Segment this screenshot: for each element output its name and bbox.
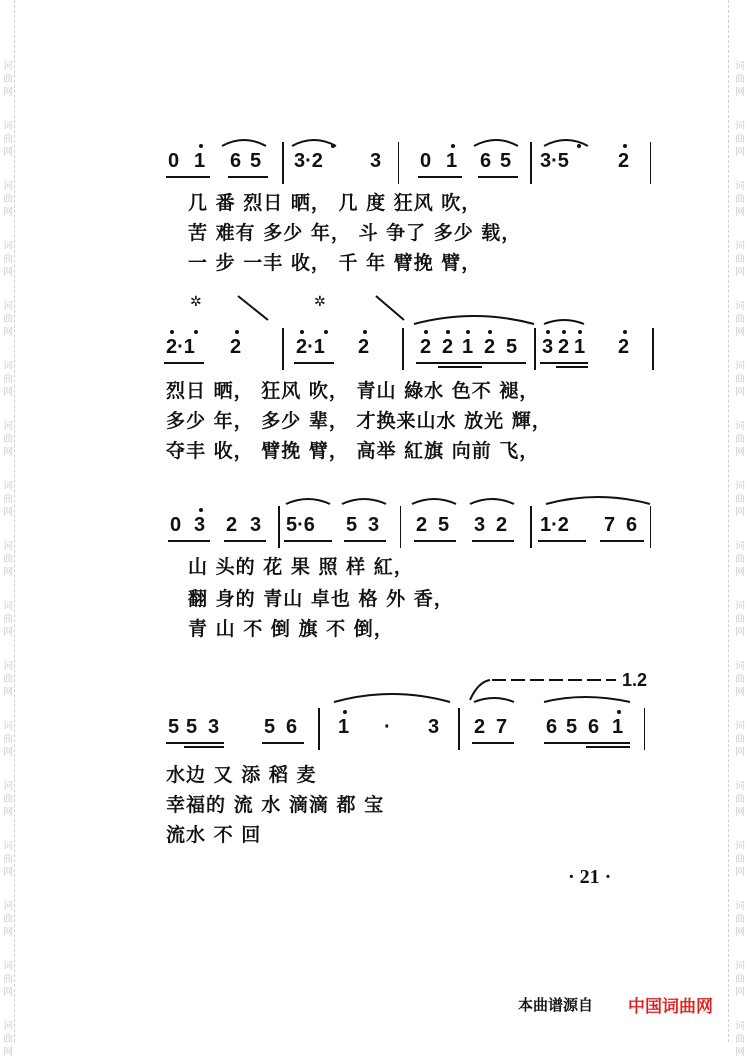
note: 3·5 bbox=[540, 150, 569, 172]
octave-dot bbox=[577, 144, 581, 148]
watermark-text: 词 曲 网 bbox=[735, 781, 745, 818]
watermark-text: 词 曲 网 bbox=[735, 661, 745, 698]
octave-dot bbox=[331, 144, 335, 148]
lyric-line: 多少 年， 多少 辈， 才换来山水 放光 輝， bbox=[166, 410, 552, 432]
watermark-text: 词 曲 网 bbox=[735, 61, 745, 98]
rhythm-underline bbox=[166, 742, 224, 744]
watermark-text: 词 曲 网 bbox=[3, 781, 13, 818]
lyric-line: 烈日 晒， 狂风 吹， 青山 綠水 色不 褪， bbox=[166, 380, 540, 402]
note: 2 bbox=[226, 514, 238, 536]
slur-marks bbox=[0, 668, 749, 848]
note: 5 bbox=[250, 150, 262, 172]
watermark-text: 词 曲 网 bbox=[735, 721, 745, 758]
note: 1 bbox=[194, 150, 206, 172]
note: 5 bbox=[186, 716, 198, 738]
rhythm-underline bbox=[438, 366, 482, 368]
octave-dot bbox=[623, 330, 627, 334]
note: 3 bbox=[194, 514, 206, 536]
watermark-text: 词 曲 网 bbox=[3, 61, 13, 98]
ending-label: 1.2 bbox=[622, 670, 648, 690]
watermark-text: 词 曲 网 bbox=[3, 421, 13, 458]
watermark-text: 词 曲 网 bbox=[3, 1021, 13, 1058]
note: 2 bbox=[496, 514, 508, 536]
octave-dot bbox=[466, 330, 470, 334]
note: 2 bbox=[416, 514, 428, 536]
rhythm-underline bbox=[164, 362, 204, 364]
note: 2 bbox=[558, 336, 570, 358]
bar-line bbox=[398, 142, 399, 184]
lyric-line: 幸福的 流 水 滴滴 都 宝 bbox=[166, 794, 385, 816]
score-system-3 bbox=[0, 492, 749, 642]
lyric-line: 苦 难有 多少 年， 斗 争了 多少 载， bbox=[188, 222, 522, 244]
rhythm-underline bbox=[556, 366, 588, 368]
note: 1 bbox=[446, 150, 458, 172]
octave-dot bbox=[451, 144, 455, 148]
watermark-text: 词 曲 网 bbox=[3, 301, 13, 338]
rhythm-underline bbox=[344, 540, 386, 542]
note: 5 bbox=[500, 150, 512, 172]
rhythm-underline bbox=[184, 746, 224, 748]
lyric-line: 水边 又 添 稻 麦 bbox=[166, 764, 317, 786]
rhythm-underline bbox=[166, 176, 210, 178]
note: 2·1 bbox=[166, 336, 195, 358]
score-system-2 bbox=[0, 290, 749, 470]
note: 6 bbox=[230, 150, 242, 172]
watermark-text: 词 曲 网 bbox=[735, 181, 745, 218]
watermark-text: 词 曲 网 bbox=[3, 841, 13, 878]
octave-dot bbox=[578, 330, 582, 334]
bar-line bbox=[458, 708, 460, 750]
note: 1 bbox=[574, 336, 586, 358]
page-number: · 21 · bbox=[568, 866, 612, 888]
source-label: 本曲谱源自 bbox=[518, 996, 594, 1014]
rhythm-underline bbox=[586, 746, 630, 748]
watermark-text: 词 曲 网 bbox=[735, 301, 745, 338]
watermark-text: 词 曲 网 bbox=[3, 361, 13, 398]
watermark-text: 词 曲 网 bbox=[3, 961, 13, 998]
watermark-text: 词 曲 网 bbox=[3, 901, 13, 938]
lyric-line: 山 头的 花 果 照 样 紅， bbox=[188, 556, 414, 578]
rhythm-underline bbox=[538, 540, 586, 542]
watermark-text: 词 曲 网 bbox=[735, 961, 745, 998]
note: 1·2 bbox=[540, 514, 569, 536]
note: 0 bbox=[168, 150, 180, 172]
watermark-text: 词 曲 网 bbox=[735, 901, 745, 938]
watermark-text: 词 曲 网 bbox=[3, 241, 13, 278]
octave-dot bbox=[446, 330, 450, 334]
watermark-text: 词 曲 网 bbox=[735, 421, 745, 458]
note: 3 bbox=[208, 716, 220, 738]
source-site-link[interactable]: 中国词曲网 bbox=[628, 997, 713, 1017]
note: 6 bbox=[286, 716, 298, 738]
rhythm-underline bbox=[600, 540, 644, 542]
watermark-text: 词 曲 网 bbox=[3, 181, 13, 218]
bar-line bbox=[534, 328, 536, 370]
note: 2·1 bbox=[296, 336, 325, 358]
note: 6 bbox=[588, 716, 600, 738]
octave-dot bbox=[488, 330, 492, 334]
watermark-text: 词 曲 网 bbox=[735, 361, 745, 398]
watermark-text: 词 曲 网 bbox=[735, 541, 745, 578]
bar-line bbox=[650, 506, 651, 548]
octave-dot bbox=[617, 710, 621, 714]
octave-dot bbox=[562, 330, 566, 334]
watermark-text: 词 曲 网 bbox=[735, 121, 745, 158]
octave-dot bbox=[199, 508, 203, 512]
watermark-text: 词 曲 网 bbox=[735, 241, 745, 278]
lyric-line: 几 番 烈日 晒， 几 度 狂风 吹， bbox=[188, 192, 482, 214]
rhythm-underline bbox=[544, 742, 630, 744]
note: 3 bbox=[368, 514, 380, 536]
watermark-text: 词 曲 网 bbox=[3, 121, 13, 158]
lyric-line: 流水 不 回 bbox=[166, 824, 262, 846]
note: 0 bbox=[170, 514, 182, 536]
watermark-text: 词 曲 网 bbox=[735, 481, 745, 518]
note: 5 bbox=[566, 716, 578, 738]
rhythm-underline bbox=[414, 540, 456, 542]
note: 2 bbox=[484, 336, 496, 358]
note: 0 bbox=[420, 150, 432, 172]
note: 6 bbox=[546, 716, 558, 738]
rhythm-underline bbox=[262, 742, 304, 744]
bar-line bbox=[402, 328, 404, 370]
lyric-line: 一 步 一丰 收， 千 年 臂挽 臂， bbox=[188, 252, 482, 274]
watermark-text: 词 曲 网 bbox=[735, 841, 745, 878]
bar-line bbox=[644, 708, 645, 750]
bar-line bbox=[400, 506, 401, 548]
lyric-line: 青 山 不 倒 旗 不 倒， bbox=[188, 618, 394, 640]
note: 3 bbox=[474, 514, 486, 536]
octave-dot bbox=[546, 330, 550, 334]
octave-dot bbox=[194, 330, 198, 334]
ornament-mark: ✲ bbox=[190, 294, 202, 310]
rhythm-underline bbox=[478, 176, 518, 178]
note: 6 bbox=[480, 150, 492, 172]
note: 1 bbox=[462, 336, 474, 358]
rhythm-underline bbox=[540, 362, 588, 364]
note: 5 bbox=[346, 514, 358, 536]
note: 6 bbox=[626, 514, 638, 536]
note: 2 bbox=[618, 150, 630, 172]
watermark-text: 词 曲 网 bbox=[735, 1021, 745, 1058]
octave-dot bbox=[199, 144, 203, 148]
note: 2 bbox=[474, 716, 486, 738]
watermark-text: 词 曲 网 bbox=[3, 661, 13, 698]
rhythm-underline bbox=[228, 176, 268, 178]
note: 5 bbox=[438, 514, 450, 536]
note: · bbox=[384, 716, 391, 738]
watermark-text: 词 曲 网 bbox=[735, 601, 745, 638]
note: 5 bbox=[168, 716, 180, 738]
lyric-line: 翻 身的 青山 卓也 格 外 香， bbox=[188, 588, 454, 610]
note: 2 bbox=[358, 336, 370, 358]
rhythm-underline bbox=[284, 540, 332, 542]
note: 3·2 bbox=[294, 150, 323, 172]
bar-line bbox=[652, 328, 654, 370]
bar-line bbox=[650, 142, 651, 184]
note: 1 bbox=[612, 716, 624, 738]
watermark-text: 词 曲 网 bbox=[3, 601, 13, 638]
octave-dot bbox=[623, 144, 627, 148]
octave-dot bbox=[300, 330, 304, 334]
note: 3 bbox=[428, 716, 440, 738]
bar-line bbox=[278, 506, 280, 548]
watermark-text: 词 曲 网 bbox=[3, 541, 13, 578]
note: 3 bbox=[250, 514, 262, 536]
note: 7 bbox=[496, 716, 508, 738]
note: 2 bbox=[420, 336, 432, 358]
octave-dot bbox=[235, 330, 239, 334]
bar-line bbox=[318, 708, 320, 750]
rhythm-underline bbox=[416, 362, 526, 364]
bar-line bbox=[530, 506, 532, 548]
octave-dot bbox=[363, 330, 367, 334]
rhythm-underline bbox=[472, 742, 514, 744]
score-system-1 bbox=[0, 130, 749, 280]
ornament-mark: ✲ bbox=[314, 294, 326, 310]
score-system-4 bbox=[0, 668, 749, 848]
bar-line bbox=[530, 142, 532, 184]
rhythm-underline bbox=[168, 540, 210, 542]
watermark-text: 词 曲 网 bbox=[3, 721, 13, 758]
octave-dot bbox=[170, 330, 174, 334]
note: 3 bbox=[370, 150, 382, 172]
bar-line bbox=[282, 328, 284, 370]
octave-dot bbox=[424, 330, 428, 334]
note: 7 bbox=[604, 514, 616, 536]
lyric-line: 夺丰 收， 臂挽 臂， 高举 紅旗 向前 飞， bbox=[166, 440, 540, 462]
rhythm-underline bbox=[418, 176, 462, 178]
note: 5·6 bbox=[286, 514, 315, 536]
rhythm-underline bbox=[472, 540, 514, 542]
watermark-text: 词 曲 网 bbox=[3, 481, 13, 518]
note: 3 bbox=[542, 336, 554, 358]
note: 5 bbox=[264, 716, 276, 738]
bar-line bbox=[282, 142, 284, 184]
note: 1 bbox=[338, 716, 350, 738]
rhythm-underline bbox=[224, 540, 266, 542]
rhythm-underline bbox=[294, 362, 334, 364]
octave-dot bbox=[343, 710, 347, 714]
octave-dot bbox=[324, 330, 328, 334]
note: 5 bbox=[506, 336, 518, 358]
note: 2 bbox=[230, 336, 242, 358]
note: 2 bbox=[442, 336, 454, 358]
note: 2 bbox=[618, 336, 630, 358]
